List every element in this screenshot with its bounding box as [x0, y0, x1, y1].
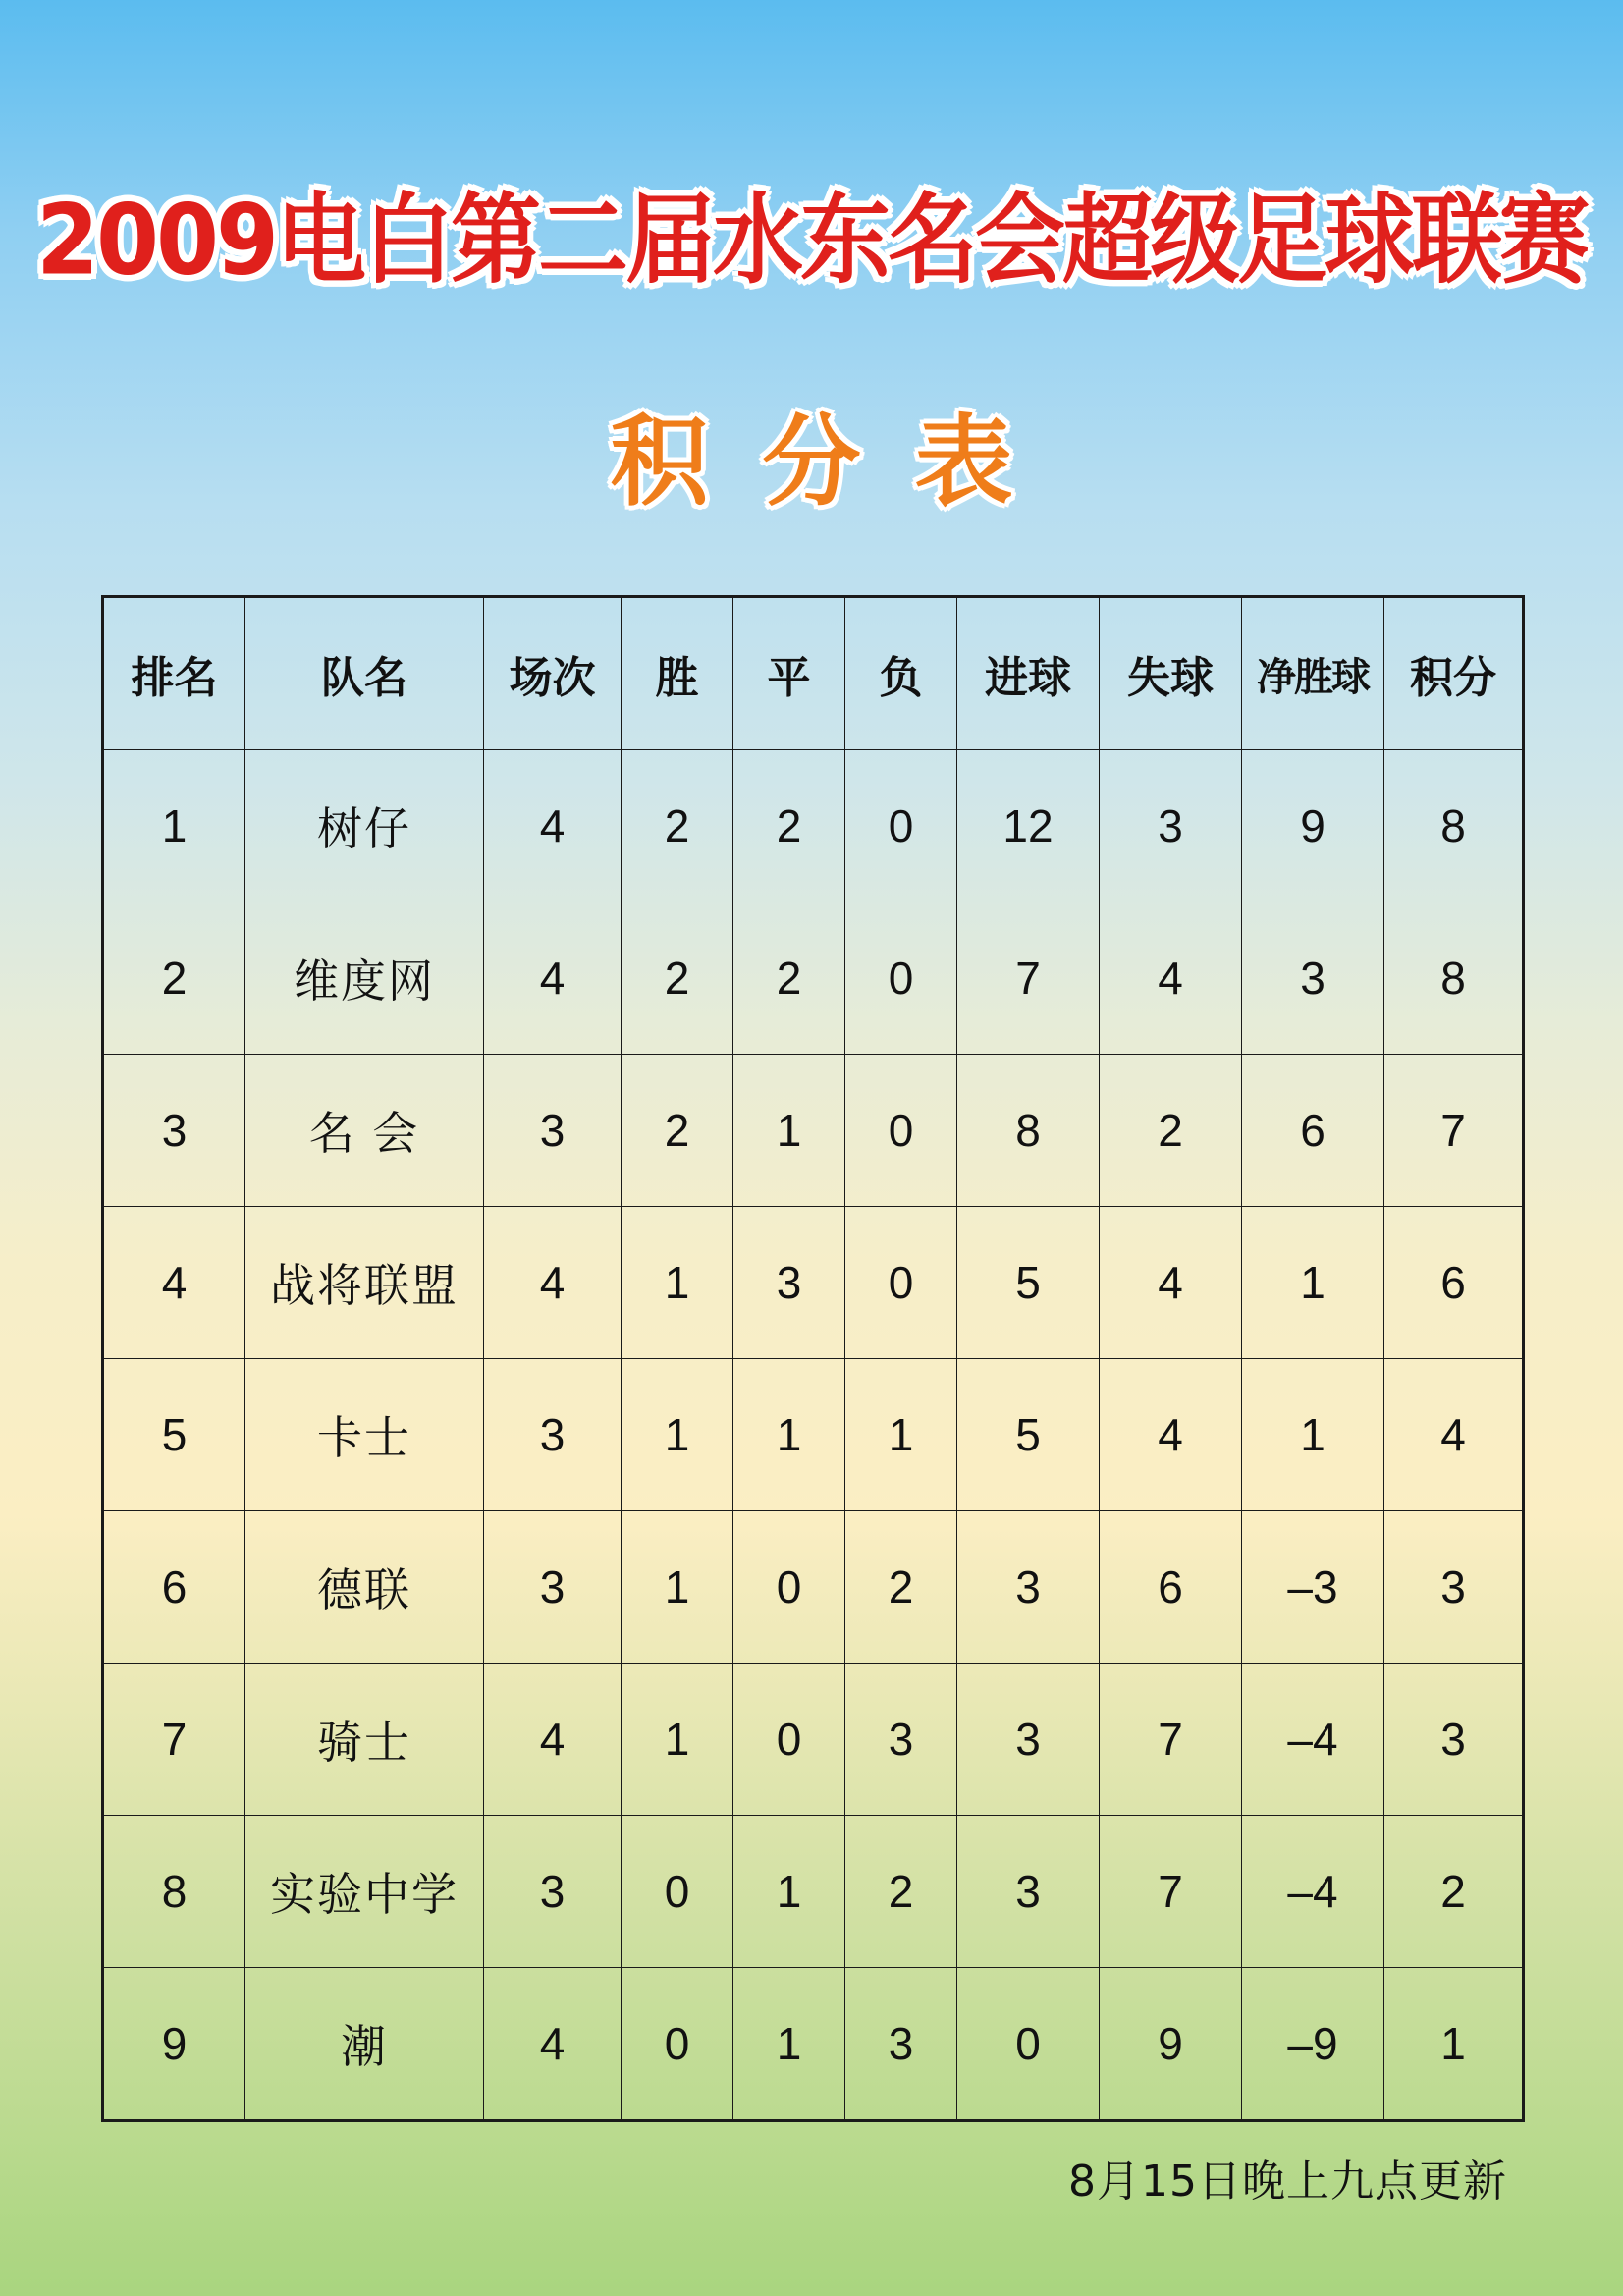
cell-won: 1	[622, 1664, 733, 1816]
table-row	[103, 1207, 1524, 1359]
column-header-rank: 排名	[103, 597, 245, 750]
table-row	[103, 1055, 1524, 1207]
column-header-goal-difference: 净胜球	[1242, 597, 1384, 750]
cell-won: 2	[622, 1055, 733, 1207]
cell-drawn: 3	[733, 1207, 845, 1359]
table-row	[103, 1816, 1524, 1968]
cell-goals-against: 9	[1100, 1968, 1242, 2121]
cell-played: 4	[484, 1968, 622, 2121]
column-header-lost: 负	[845, 597, 957, 750]
cell-drawn: 1	[733, 1816, 845, 1968]
column-header-played: 场次	[484, 597, 622, 750]
cell-team: 树仔	[245, 750, 484, 902]
cell-goal-difference: 1	[1242, 1359, 1384, 1511]
cell-rank: 2	[103, 902, 245, 1055]
cell-lost: 3	[845, 1968, 957, 2121]
cell-played: 4	[484, 1207, 622, 1359]
cell-goal-difference: –4	[1242, 1664, 1384, 1816]
cell-lost: 2	[845, 1816, 957, 1968]
cell-goals-against: 4	[1100, 1359, 1242, 1511]
cell-goal-difference: –4	[1242, 1816, 1384, 1968]
cell-lost: 2	[845, 1511, 957, 1664]
column-header-team: 队名	[245, 597, 484, 750]
cell-goals-for: 5	[957, 1359, 1100, 1511]
cell-goals-for: 0	[957, 1968, 1100, 2121]
cell-won: 0	[622, 1968, 733, 2121]
cell-goal-difference: 3	[1242, 902, 1384, 1055]
cell-points: 8	[1384, 750, 1524, 902]
cell-lost: 0	[845, 902, 957, 1055]
cell-won: 2	[622, 750, 733, 902]
cell-team: 实验中学	[245, 1816, 484, 1968]
column-header-points: 积分	[1384, 597, 1524, 750]
cell-team: 骑士	[245, 1664, 484, 1816]
cell-played: 3	[484, 1055, 622, 1207]
cell-rank: 9	[103, 1968, 245, 2121]
cell-drawn: 2	[733, 750, 845, 902]
cell-points: 3	[1384, 1664, 1524, 1816]
column-header-goals-for: 进球	[957, 597, 1100, 750]
cell-team: 战将联盟	[245, 1207, 484, 1359]
cell-points: 2	[1384, 1816, 1524, 1968]
cell-won: 1	[622, 1511, 733, 1664]
cell-goal-difference: –3	[1242, 1511, 1384, 1664]
cell-goals-against: 7	[1100, 1664, 1242, 1816]
standings-table	[101, 595, 1525, 2122]
cell-lost: 3	[845, 1664, 957, 1816]
cell-points: 1	[1384, 1968, 1524, 2121]
cell-points: 8	[1384, 902, 1524, 1055]
cell-goal-difference: 9	[1242, 750, 1384, 902]
cell-drawn: 1	[733, 1359, 845, 1511]
cell-goals-against: 7	[1100, 1816, 1242, 1968]
column-header-won: 胜	[622, 597, 733, 750]
cell-goals-against: 2	[1100, 1055, 1242, 1207]
table-row	[103, 1359, 1524, 1511]
cell-goal-difference: –9	[1242, 1968, 1384, 2121]
cell-lost: 0	[845, 1055, 957, 1207]
cell-drawn: 0	[733, 1511, 845, 1664]
cell-team: 维度网	[245, 902, 484, 1055]
cell-goals-for: 12	[957, 750, 1100, 902]
cell-rank: 5	[103, 1359, 245, 1511]
cell-played: 4	[484, 902, 622, 1055]
cell-lost: 1	[845, 1359, 957, 1511]
cell-goals-for: 7	[957, 902, 1100, 1055]
cell-lost: 0	[845, 750, 957, 902]
column-header-drawn: 平	[733, 597, 845, 750]
cell-goals-for: 3	[957, 1511, 1100, 1664]
cell-played: 3	[484, 1511, 622, 1664]
cell-won: 1	[622, 1359, 733, 1511]
cell-drawn: 0	[733, 1664, 845, 1816]
cell-points: 6	[1384, 1207, 1524, 1359]
cell-played: 4	[484, 1664, 622, 1816]
cell-points: 7	[1384, 1055, 1524, 1207]
table-row	[103, 902, 1524, 1055]
update-note: 8月15日晚上九点更新	[1068, 2157, 1507, 2207]
cell-drawn: 2	[733, 902, 845, 1055]
cell-team: 德联	[245, 1511, 484, 1664]
cell-goals-against: 4	[1100, 1207, 1242, 1359]
table-row	[103, 1968, 1524, 2121]
cell-goals-for: 3	[957, 1816, 1100, 1968]
cell-goals-for: 5	[957, 1207, 1100, 1359]
cell-team: 名 会	[245, 1055, 484, 1207]
cell-drawn: 1	[733, 1968, 845, 2121]
page-title: 2009电白第二届水东名会超级足球联赛	[35, 183, 1588, 298]
cell-team: 卡士	[245, 1359, 484, 1511]
column-header-goals-against: 失球	[1100, 597, 1242, 750]
cell-team: 潮	[245, 1968, 484, 2121]
table-row	[103, 750, 1524, 902]
cell-goals-for: 8	[957, 1055, 1100, 1207]
cell-goals-against: 3	[1100, 750, 1242, 902]
cell-goals-for: 3	[957, 1664, 1100, 1816]
table-row	[103, 1664, 1524, 1816]
cell-points: 4	[1384, 1359, 1524, 1511]
cell-goal-difference: 6	[1242, 1055, 1384, 1207]
page-subtitle: 积分表	[610, 404, 1067, 519]
standings-table-body	[103, 750, 1524, 2121]
cell-won: 0	[622, 1816, 733, 1968]
cell-goals-against: 4	[1100, 902, 1242, 1055]
cell-rank: 6	[103, 1511, 245, 1664]
cell-lost: 0	[845, 1207, 957, 1359]
cell-won: 2	[622, 902, 733, 1055]
cell-rank: 3	[103, 1055, 245, 1207]
cell-won: 1	[622, 1207, 733, 1359]
table-header-row	[103, 597, 1524, 750]
cell-rank: 8	[103, 1816, 245, 1968]
cell-drawn: 1	[733, 1055, 845, 1207]
cell-rank: 7	[103, 1664, 245, 1816]
cell-goals-against: 6	[1100, 1511, 1242, 1664]
cell-rank: 1	[103, 750, 245, 902]
cell-rank: 4	[103, 1207, 245, 1359]
cell-played: 3	[484, 1816, 622, 1968]
table-row	[103, 1511, 1524, 1664]
cell-points: 3	[1384, 1511, 1524, 1664]
cell-goal-difference: 1	[1242, 1207, 1384, 1359]
cell-played: 4	[484, 750, 622, 902]
cell-played: 3	[484, 1359, 622, 1511]
